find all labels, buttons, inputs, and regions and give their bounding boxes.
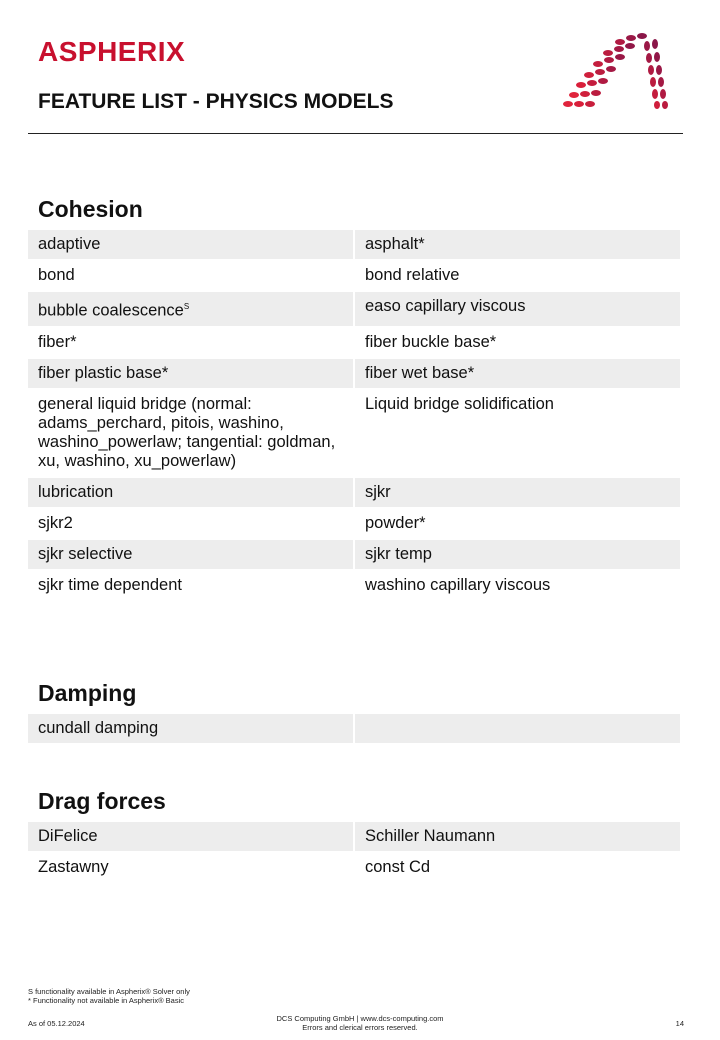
table-cell: asphalt*: [353, 230, 680, 259]
as-of-date: As of 05.12.2024: [28, 1019, 85, 1028]
table-cell: Zastawny: [38, 858, 109, 876]
table-cell: fiber buckle base*: [353, 328, 680, 357]
section-title: Cohesion: [38, 196, 143, 222]
table-row: [28, 540, 680, 569]
drag-forces-table: [28, 820, 680, 884]
table-row: [28, 261, 680, 290]
table-cell: washino capillary viscous: [353, 571, 680, 600]
table-cell: sjkr selective: [28, 540, 353, 569]
drag-forces-section: [28, 786, 680, 884]
table-cell: DiFelice: [28, 822, 353, 851]
table-cell: sjkr2: [38, 513, 73, 532]
table-row: [28, 822, 680, 851]
table-cell: cundall damping: [28, 714, 353, 743]
table-cell: const Cd: [353, 853, 680, 882]
table-cell: sjkr time dependent: [38, 575, 182, 594]
table-cell: lubrication: [28, 478, 353, 507]
damping-section: [28, 678, 680, 745]
table-cell: sjkr: [353, 478, 680, 507]
table-cell: bond: [38, 266, 75, 284]
brand-logo-text: ASPHERIX: [38, 36, 186, 67]
section-title: Damping: [38, 680, 137, 706]
table-row: [28, 230, 680, 259]
table-row: [28, 478, 680, 507]
table-cell: fiber wet base*: [353, 359, 680, 388]
table-cell: adaptive: [28, 230, 353, 259]
footnote-basic: * Functionality not available in Aspherix® Basic: [28, 996, 185, 1005]
cohesion-section: [28, 194, 680, 602]
cell-text: bubble coalescence: [38, 301, 184, 320]
table-row: [28, 328, 680, 357]
table-cell: general liquid bridge (normal: adams_perchard, pitois, washino, washino_powerlaw; tangential: goldman, xu, washino, xu_powerlaw): [38, 394, 336, 470]
table-cell: Schiller Naumann: [353, 822, 680, 851]
damping-table: [28, 712, 680, 745]
footnote-solver: S functionality available in Aspherix® Solver only: [28, 987, 190, 996]
section-title: Drag forces: [38, 788, 166, 814]
table-row: [28, 714, 680, 743]
disclaimer: Errors and clerical errors reserved.: [302, 1023, 418, 1032]
table-row: [28, 509, 680, 538]
table-cell: fiber plastic base*: [28, 359, 353, 388]
table-row: [28, 853, 680, 882]
table-row: [28, 571, 680, 600]
company-info: [220, 1014, 500, 1032]
aspherix-logo-icon: [562, 30, 674, 112]
table-cell: fiber*: [38, 332, 77, 351]
page-title: FEATURE LIST - PHYSICS MODELS: [38, 90, 394, 113]
table-row: [28, 292, 680, 326]
table-row: [28, 359, 680, 388]
table-cell: [28, 292, 353, 326]
table-cell: easo capillary viscous: [353, 292, 680, 326]
page-number: 14: [675, 1019, 684, 1028]
solver-only-mark: S: [183, 302, 190, 311]
table-cell: powder*: [353, 509, 680, 538]
table-cell: [353, 714, 680, 743]
header-divider: [28, 133, 683, 134]
table-cell: bond relative: [353, 261, 680, 290]
table-cell: Liquid bridge solidification: [353, 390, 680, 476]
cohesion-table: [28, 228, 680, 602]
table-row: [28, 390, 680, 476]
table-cell: sjkr temp: [353, 540, 680, 569]
company-line: DCS Computing GmbH | www.dcs-computing.com: [276, 1014, 444, 1023]
footnotes: [28, 987, 190, 1005]
